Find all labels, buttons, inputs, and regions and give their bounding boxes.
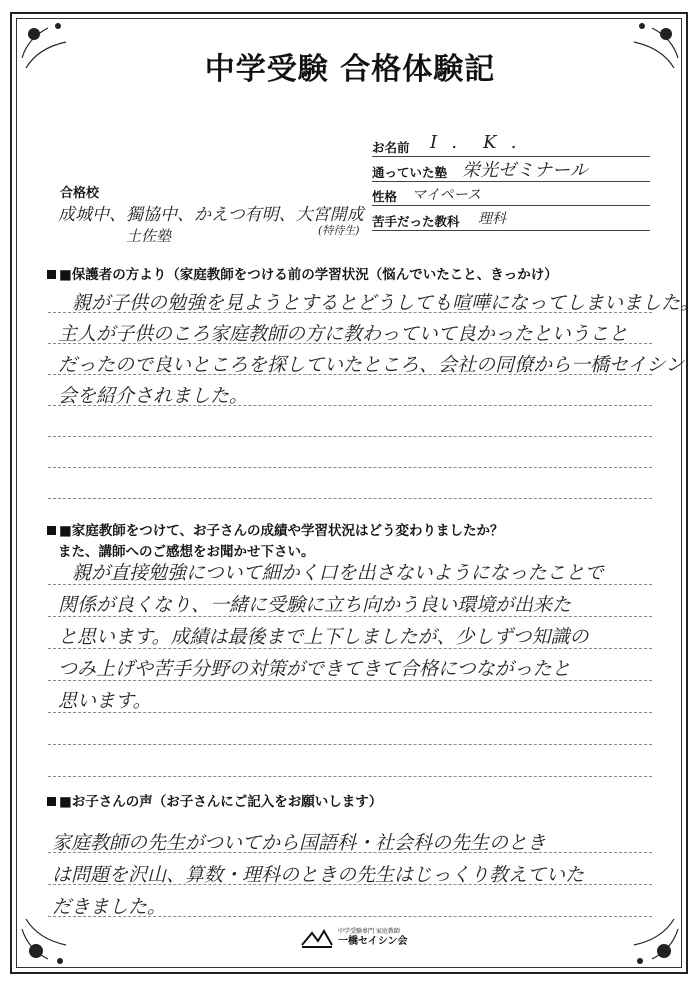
- child-text-line: 家庭教師の先生がついてから国語科・社会科の先生のとき: [52, 832, 547, 854]
- weak-subject-underline: [372, 230, 650, 231]
- cram-school-label: 通っていた塾: [372, 165, 448, 180]
- logo-name: 一橋セイシン会: [338, 935, 408, 947]
- name-label: お名前: [372, 140, 410, 155]
- heading-bullet-icon: [47, 797, 56, 806]
- brand-mark-icon: [300, 927, 334, 949]
- brand-logo: [300, 927, 407, 949]
- section-progress-heading: ■家庭教師をつけて、お子さんの成績や学習状況はどう変わりましたか？: [47, 519, 503, 539]
- child-text-line: は問題を沢山、算数・理科のときの先生はじっくり教えていた: [52, 864, 585, 886]
- progress-text-line: 思います。: [58, 690, 152, 712]
- schools-note: (特待生): [318, 224, 360, 237]
- guardian-text-line: だったので良いところを探していたところ、会社の同僚から一橋セイシン: [58, 354, 684, 376]
- rule-line: [48, 744, 652, 745]
- corner-flourish-bottom-right: [622, 909, 682, 969]
- cram-school-underline: [372, 181, 650, 182]
- weak-subject-value: 理科: [478, 211, 506, 227]
- progress-text-line: つみ上げや苦手分野の対策ができてきて合格につながったと: [58, 658, 571, 680]
- guardian-text-line: 主人が子供のころ家庭教師の方に教わっていて良かったということ: [58, 323, 628, 345]
- section-guardian-heading: ■保護者の方より（家庭教師をつける前の学習状況（悩んでいたこと、きっかけ）: [47, 263, 558, 283]
- child-text-line: だきました。: [52, 896, 167, 918]
- name-value: I．K．: [430, 132, 543, 153]
- progress-text-line: 親が直接勉強について細かく口を出さないようになったことで: [72, 562, 604, 584]
- guardian-text-line: 親が子供の勉強を見ようとするとどうしても喧嘩になってしまいました。: [72, 292, 700, 314]
- heading-bullet-icon: [47, 270, 56, 279]
- section-child-voice-heading: ■お子さんの声（お子さんにご記入をお願いします）: [47, 790, 382, 810]
- logo-tagline: 中学受験専門 家庭教師: [338, 928, 400, 936]
- rule-line: [48, 467, 652, 468]
- section-progress-subheading: また、講師へのご感想をお聞かせ下さい。: [58, 544, 315, 560]
- rule-line: [48, 498, 652, 499]
- personality-label: 性格: [372, 189, 398, 204]
- progress-text-line: 関係が良くなり、一緒に受験に立ち向かう良い環境が出来た: [58, 594, 572, 616]
- cram-school-value: 栄光ゼミナール: [462, 160, 588, 181]
- personality-underline: [372, 205, 650, 206]
- rule-line: [48, 776, 652, 777]
- progress-text-line: と思います。成績は最後まで上下しましたが、少しずつ知識の: [58, 626, 589, 648]
- guardian-text-line: 会を紹介されました。: [58, 385, 249, 407]
- heading-bullet-icon: [47, 526, 56, 535]
- rule-line: [48, 436, 652, 437]
- schools-label: 合格校: [60, 186, 100, 201]
- schools-list-line2: 土佐塾: [126, 227, 172, 245]
- personality-value: マイペース: [412, 187, 482, 203]
- schools-list: 成城中、獨協中、かえつ有明、大宮開成: [58, 205, 364, 225]
- page-title: 中学受験 合格体験記: [204, 52, 496, 87]
- weak-subject-label: 苦手だった教科: [372, 214, 460, 229]
